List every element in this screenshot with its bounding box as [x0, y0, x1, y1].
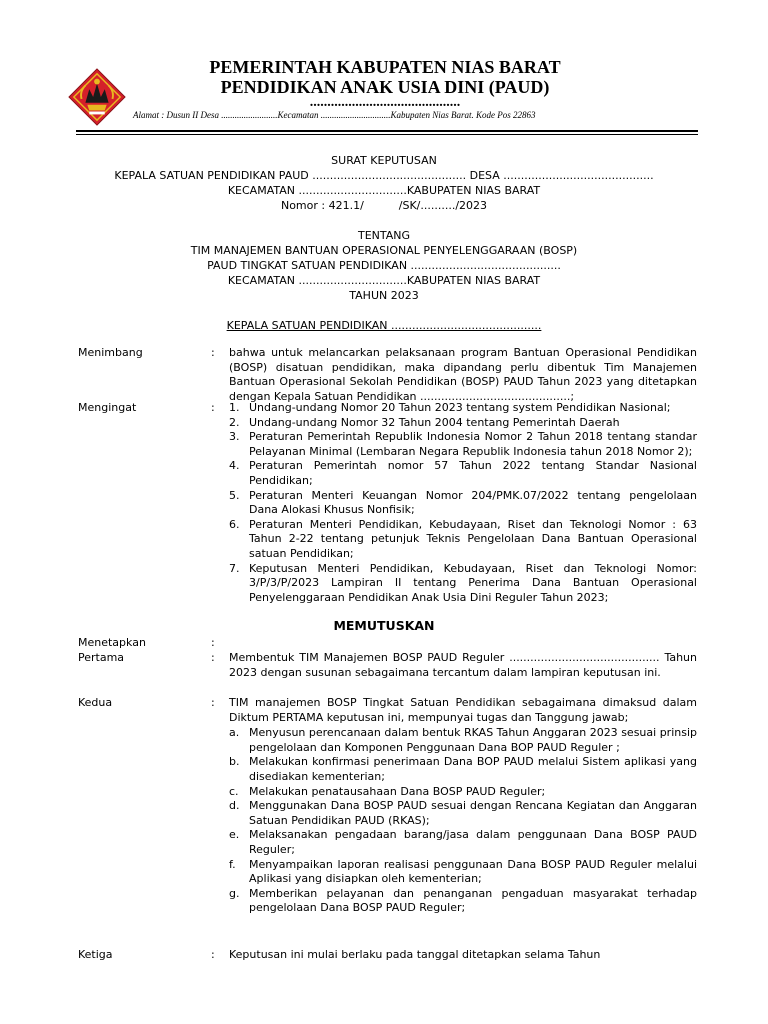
ketiga-label: Ketiga: [78, 948, 113, 961]
about-label: TENTANG: [357, 229, 411, 242]
menetapkan-label: Menetapkan: [78, 636, 146, 649]
kedua-text: TIM manajemen BOSP Tingkat Satuan Pendidikan sebagaimana dimaksud dalam Diktum PERTAMA keputusan ini, mempunyai tugas dan Tanggung jawab;: [229, 696, 697, 724]
list-item: f. Menyampaikan laporan realisasi penggunaan Dana BOSP PAUD Reguler melalui Aplikasi yang disiapkan oleh kementerian;: [229, 857, 697, 886]
regency-emblem-icon: [68, 68, 126, 126]
subject-line-3: KECAMATAN ...............................KABUPATEN NIAS BARAT: [227, 274, 541, 287]
list-item: 1. Undang-undang Nomor 20 Tahun 2023 tentang system Pendidikan Nasional;: [229, 401, 671, 414]
ketiga-text: Keputusan ini mulai berlaku pada tanggal ditetapkan selama Tahun: [229, 948, 601, 961]
menimbang-label: Menimbang: [78, 346, 143, 359]
menetapkan-colon: :: [211, 636, 215, 649]
mengingat-list: [229, 401, 697, 605]
letterhead-rule-thick: [76, 130, 698, 132]
decree-number: Nomor : 421.1/ /SK/........../2023: [280, 199, 488, 212]
letterhead-address: Alamat : Dusun II Desa .........................Kecamatan ...............................Kabupaten Nias Barat. Kode Pos 22863: [133, 110, 536, 120]
letterhead: [0, 52, 768, 132]
issuer-heading: KEPALA SATUAN PENDIDIKAN ...........................................: [226, 319, 542, 332]
list-item: b. Melakukan konfirmasi penerimaan Dana BOP PAUD melalui Sistem aplikasi yang disediakan kementerian;: [229, 755, 697, 783]
subject-line-2: PAUD TINGKAT SATUAN PENDIDIKAN ...........................................: [207, 259, 561, 272]
kedua-duties-list: [229, 726, 697, 916]
mengingat-label: Mengingat: [78, 401, 137, 414]
list-item: d. Menggunakan Dana BOSP PAUD sesuai dengan Rencana Kegiatan dan Anggaran Satuan Pendidikan PAUD (RKAS);: [229, 799, 697, 827]
letterhead-government-title: PEMERINTAH KABUPATEN NIAS BARAT: [209, 57, 561, 77]
kedua-label: Kedua: [78, 696, 113, 709]
ketiga-colon: :: [211, 948, 215, 961]
mengingat-colon: :: [211, 401, 215, 414]
list-item: e. Melaksanakan pengadaan barang/jasa dalam penggunaan Dana BOSP PAUD Reguler;: [229, 828, 697, 856]
list-item: 7. Keputusan Menteri Pendidikan, Kebudayaan, Riset dan Teknologi Nomor: 3/P/3/P/2023 Lampiran II tentang Penerima Dana Bantuan Operasional Penyelenggaraan Pendidikan Anak Usia Dini Reguler Tahun 2023;: [229, 561, 697, 604]
list-item: 2. Undang-undang Nomor 32 Tahun 2004 tentang Pemerintah Daerah: [229, 415, 620, 429]
list-item: 4. Peraturan Pemerintah nomor 57 Tahun 2022 tentang Standar Nasional Pendidikan;: [229, 459, 697, 487]
list-item: 5. Peraturan Menteri Keuangan Nomor 204/PMK.07/2022 tentang pengelolaan Dana Alokasi Khusus Nonfisik;: [229, 488, 697, 517]
list-item: c. Melakukan penatausahaan Dana BOSP PAUD Reguler;: [229, 784, 546, 798]
menimbang-colon: :: [211, 346, 215, 359]
subject-year: TAHUN 2023: [349, 289, 419, 302]
decree-type: SURAT KEPUTUSAN: [331, 154, 437, 167]
pertama-label: Pertama: [78, 651, 125, 664]
pertama-colon: :: [211, 651, 215, 664]
list-item: a. Menyusun perencanaan dalam bentuk RKAS Tahun Anggaran 2023 sesuai prinsip pengelolaan dan Komponen Penggunaan Dana BOP PAUD Reguler ;: [229, 726, 697, 754]
subject-line-1: TIM MANAJEMEN BANTUAN OPERASIONAL PENYELENGGARAAN (BOSP): [190, 244, 578, 257]
issuer-region-line: KECAMATAN ...............................KABUPATEN NIAS BARAT: [227, 184, 541, 197]
list-item: 6. Peraturan Menteri Pendidikan, Kebudayaan, Riset dan Teknologi Nomor : 63 Tahun 2-22 tentang petunjuk Teknis Pengelolaan Dana Bantuan Operasional satuan Pendidikan;: [229, 517, 697, 560]
letterhead-institution-title: PENDIDIKAN ANAK USIA DINI (PAUD): [220, 77, 550, 97]
pertama-text: Membentuk TIM Manajemen BOSP PAUD Reguler ........................................... Tahun 2023 dengan susunan sebagaimana tercantum dalam lampiran keputusan ini.: [229, 651, 697, 679]
menimbang-text: bahwa untuk melancarkan pelaksanaan program Bantuan Operasional Pendidikan (BOSP) disatuan pendidikan, maka dipandang perlu dibentuk Tim Manajemen Bantuan Operasional Sekolah Pendidikan (BOSP) PAUD Tahun 2023 yang ditetapkan dengan Kepala Satuan Pendidikan ...........................................;: [229, 346, 697, 403]
list-item: g. Memberikan pelayanan dan penanganan pengaduan masyarakat terhadap pengelolaan Dana BOSP PAUD Reguler;: [229, 886, 697, 915]
issuer-heading-wrap: [0, 319, 768, 334]
letterhead-rule-thin: [76, 134, 698, 135]
issuer-line: KEPALA SATUAN PENDIDIKAN PAUD ............................................ DESA ...........................................: [114, 169, 654, 182]
kedua-colon: :: [211, 696, 215, 709]
list-item: 3. Peraturan Pemerintah Republik Indonesia Nomor 2 Tahun 2018 tentang standar Pelayanan Minimal (Lembaran Negara Republik Indonesia tahun 2018 Nomor 2);: [229, 430, 697, 458]
letterhead-school-name-blank: ...........................................: [309, 95, 461, 110]
decision-heading: MEMUTUSKAN: [333, 618, 435, 633]
